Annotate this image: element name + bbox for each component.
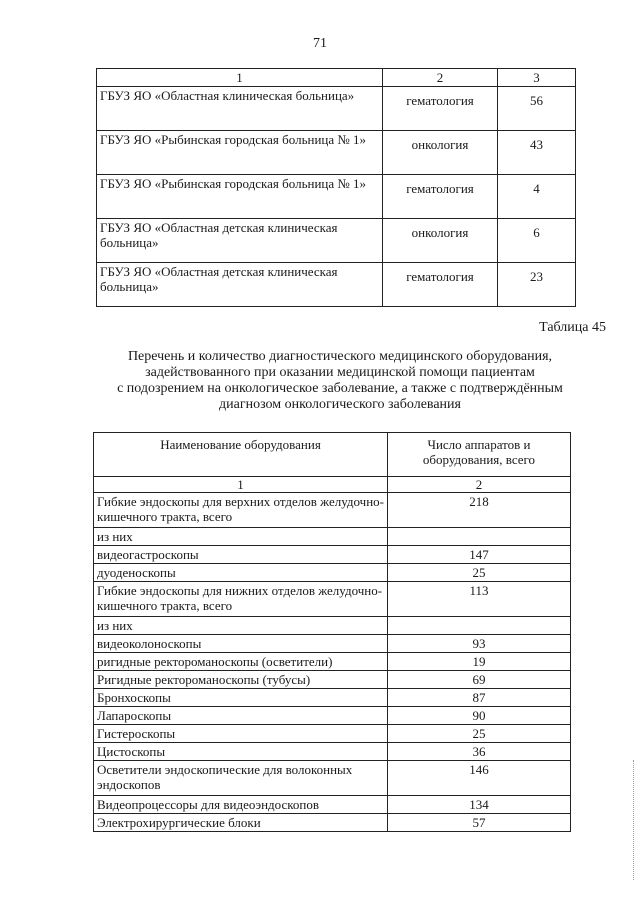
table-row <box>94 743 571 761</box>
equipment-count: 218 <box>388 493 571 528</box>
caption-line: Перечень и количество диагностического медицинского оборудования, <box>127 349 553 364</box>
equipment-name: Ригидные ректороманоскопы (тубусы) <box>94 671 388 689</box>
caption-line: задействованного при оказании медицинской помощи пациентам <box>145 365 535 380</box>
equipment-name: ригидные ректороманоскопы (осветители) <box>94 653 388 671</box>
count: 43 <box>498 131 576 175</box>
header-cell-2: 2 <box>383 69 498 87</box>
equipment-count <box>388 617 571 635</box>
equipment-count: 69 <box>388 671 571 689</box>
table-row <box>94 546 571 564</box>
hospital-name: ГБУЗ ЯО «Областная клиническая больница» <box>97 87 383 131</box>
profile: гематология <box>383 175 498 219</box>
equipment-name: Цистоскопы <box>94 743 388 761</box>
column-number-2: 2 <box>388 477 571 493</box>
hospital-name: ГБУЗ ЯО «Рыбинская городская больница № 1» <box>97 175 383 219</box>
table-row <box>97 87 576 131</box>
table-row <box>94 814 571 832</box>
equipment-name: Осветители эндоскопические для волоконных эндоскопов <box>94 761 388 796</box>
equipment-name: Гистероскопы <box>94 725 388 743</box>
caption-line: диагнозом онкологического заболевания <box>219 397 461 412</box>
equipment-table <box>93 432 571 832</box>
table-row <box>94 689 571 707</box>
table-label: Таблица 45 <box>539 320 606 335</box>
count: 23 <box>498 263 576 307</box>
equipment-count <box>388 528 571 546</box>
equipment-count: 25 <box>388 564 571 582</box>
hospital-name: ГБУЗ ЯО «Рыбинская городская больница № 1» <box>97 131 383 175</box>
count: 4 <box>498 175 576 219</box>
table-row <box>94 635 571 653</box>
equipment-name-header: Наименование оборудования <box>94 433 388 477</box>
equipment-name: дуоденоскопы <box>94 564 388 582</box>
equipment-name: видеоколоноскопы <box>94 635 388 653</box>
table-caption <box>80 349 600 413</box>
equipment-name: Электрохирургические блоки <box>94 814 388 832</box>
equipment-name: из них <box>94 617 388 635</box>
hospital-name: ГБУЗ ЯО «Областная детская клиническая больница» <box>97 263 383 307</box>
equipment-count: 57 <box>388 814 571 832</box>
equipment-count: 87 <box>388 689 571 707</box>
table-row <box>94 564 571 582</box>
column-number-row <box>94 477 571 493</box>
scan-edge-mark <box>632 760 634 880</box>
column-number-1: 1 <box>94 477 388 493</box>
table-header-row <box>94 433 571 477</box>
hospital-table <box>96 68 576 307</box>
equipment-count-header: Число аппаратов и оборудования, всего <box>388 433 571 477</box>
equipment-name: Гибкие эндоскопы для верхних отделов желудочно-кишечного тракта, всего <box>94 493 388 528</box>
equipment-name: Бронхоскопы <box>94 689 388 707</box>
equipment-name: Видеопроцессоры для видеоэндоскопов <box>94 796 388 814</box>
equipment-count: 113 <box>388 582 571 617</box>
equipment-count: 134 <box>388 796 571 814</box>
table-row <box>94 493 571 528</box>
table-row <box>94 617 571 635</box>
page-number: 71 <box>313 36 327 51</box>
equipment-count: 36 <box>388 743 571 761</box>
profile: онкология <box>383 219 498 263</box>
profile: гематология <box>383 263 498 307</box>
table-header-row <box>97 69 576 87</box>
profile: гематология <box>383 87 498 131</box>
equipment-count: 146 <box>388 761 571 796</box>
table-row <box>97 131 576 175</box>
equipment-count: 147 <box>388 546 571 564</box>
equipment-name: Гибкие эндоскопы для нижних отделов желудочно-кишечного тракта, всего <box>94 582 388 617</box>
table-row <box>94 671 571 689</box>
table-row <box>97 263 576 307</box>
caption-line: с подозрением на онкологическое заболевание, а также с подтверждённым <box>117 381 563 396</box>
table-row <box>94 796 571 814</box>
header-cell-1: 1 <box>97 69 383 87</box>
equipment-count: 90 <box>388 707 571 725</box>
equipment-name: Лапароскопы <box>94 707 388 725</box>
table-row <box>94 761 571 796</box>
table-row <box>94 725 571 743</box>
equipment-name: из них <box>94 528 388 546</box>
count: 56 <box>498 87 576 131</box>
profile: онкология <box>383 131 498 175</box>
equipment-name: видеогастроскопы <box>94 546 388 564</box>
hospital-name: ГБУЗ ЯО «Областная детская клиническая больница» <box>97 219 383 263</box>
table-row <box>94 582 571 617</box>
table-row <box>94 707 571 725</box>
table-row <box>94 528 571 546</box>
table-row <box>97 175 576 219</box>
equipment-count: 25 <box>388 725 571 743</box>
table-row <box>94 653 571 671</box>
equipment-count: 19 <box>388 653 571 671</box>
count: 6 <box>498 219 576 263</box>
table-row <box>97 219 576 263</box>
header-cell-3: 3 <box>498 69 576 87</box>
equipment-count: 93 <box>388 635 571 653</box>
